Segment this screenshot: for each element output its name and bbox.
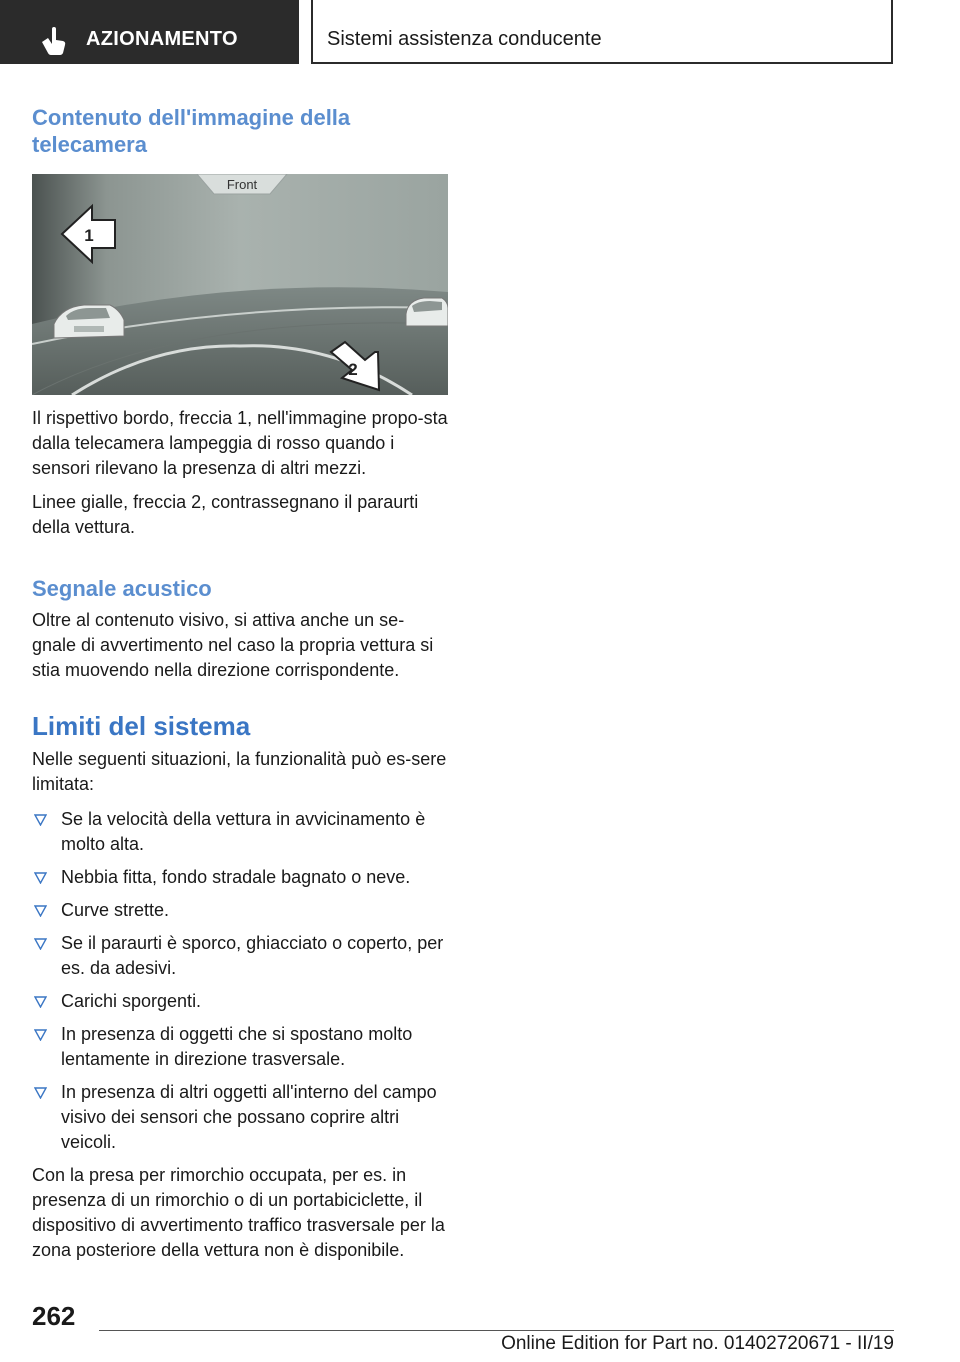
- list-item: [32, 865, 448, 890]
- list-item: [32, 898, 448, 923]
- triangle-bullet-icon: [34, 1087, 47, 1099]
- car-right: [406, 298, 448, 326]
- header-chapter-box: [311, 0, 893, 64]
- list-item-text: In presenza di altri oggetti all'interno del campo visivo dei sensori che possano coprire altri veicoli.: [61, 1082, 437, 1152]
- camera-section-heading: Contenuto dell'immagine della telecamera: [32, 105, 351, 157]
- header-section-tab: [0, 0, 299, 64]
- triangle-bullet-icon: [34, 996, 47, 1008]
- list-item-text: Se la velocità della vettura in avvicinamento è molto alta.: [61, 809, 426, 854]
- header-chapter-title: Sistemi assistenza conducente: [327, 28, 602, 50]
- list-item-text: In presenza di oggetti che si spostano molto lentamente in direzione trasversale.: [61, 1024, 413, 1069]
- page-number: 262: [32, 1301, 76, 1331]
- list-item-text: Se il paraurti è sporco, ghiacciato o coperto, per es. da adesivi.: [61, 933, 444, 978]
- triangle-bullet-icon: [34, 938, 47, 950]
- list-item: [32, 807, 448, 857]
- list-item: [32, 989, 448, 1014]
- camera-section-body: [32, 406, 448, 540]
- arrow-1-label: 1: [84, 226, 94, 245]
- list-item-text: Curve strette.: [61, 900, 170, 920]
- header-section-title: AZIONAMENTO: [86, 28, 238, 50]
- camera-paragraph-2: Linee gialle, freccia 2, contrassegnano il paraurti della vettura.: [32, 492, 419, 537]
- closing-paragraph: Con la presa per rimorchio occupata, per es. in presenza di un rimorchio o di un portabiciclette, il dispositivo di avvertimento traffico trasversale per la zona posteriore della vettura non è disponibile.: [32, 1165, 445, 1260]
- camera-view-illustration: [32, 174, 448, 395]
- front-label: Front: [226, 177, 258, 192]
- list-item-text: Carichi sporgenti.: [61, 991, 202, 1011]
- limits-heading: Limiti del sistema: [32, 711, 251, 741]
- acoustic-paragraph: Oltre al contenuto visivo, si attiva anche un se-gnale di avvertimento nel caso la propria vettura si stia muovendo nella direzione corrispondente.: [32, 610, 434, 680]
- camera-section-heading-block: [32, 104, 448, 158]
- list-item: [32, 931, 448, 981]
- footer-divider: [99, 1330, 894, 1331]
- steering-hand-icon: [38, 26, 68, 56]
- triangle-bullet-icon: [34, 905, 47, 917]
- acoustic-section: [32, 575, 448, 683]
- limits-list: [32, 807, 448, 1155]
- list-item-text: Nebbia fitta, fondo stradale bagnato o neve.: [61, 867, 411, 887]
- list-item: [32, 1022, 448, 1072]
- limits-intro: Nelle seguenti situazioni, la funzionalità può es-sere limitata:: [32, 749, 447, 794]
- list-item: [32, 1080, 448, 1155]
- triangle-bullet-icon: [34, 872, 47, 884]
- triangle-bullet-icon: [34, 1029, 47, 1041]
- camera-paragraph-1: Il rispettivo bordo, freccia 1, nell'immagine propo-sta dalla telecamera lampeggia di rosso quando i sensori rilevano la presenza di altri mezzi.: [32, 408, 448, 478]
- arrow-2-label: 2: [348, 360, 358, 379]
- limits-section: [32, 711, 448, 1263]
- acoustic-heading: Segnale acustico: [32, 576, 212, 601]
- footer-edition: Online Edition for Part no. 01402720671 - II/19: [501, 1333, 894, 1354]
- triangle-bullet-icon: [34, 814, 47, 826]
